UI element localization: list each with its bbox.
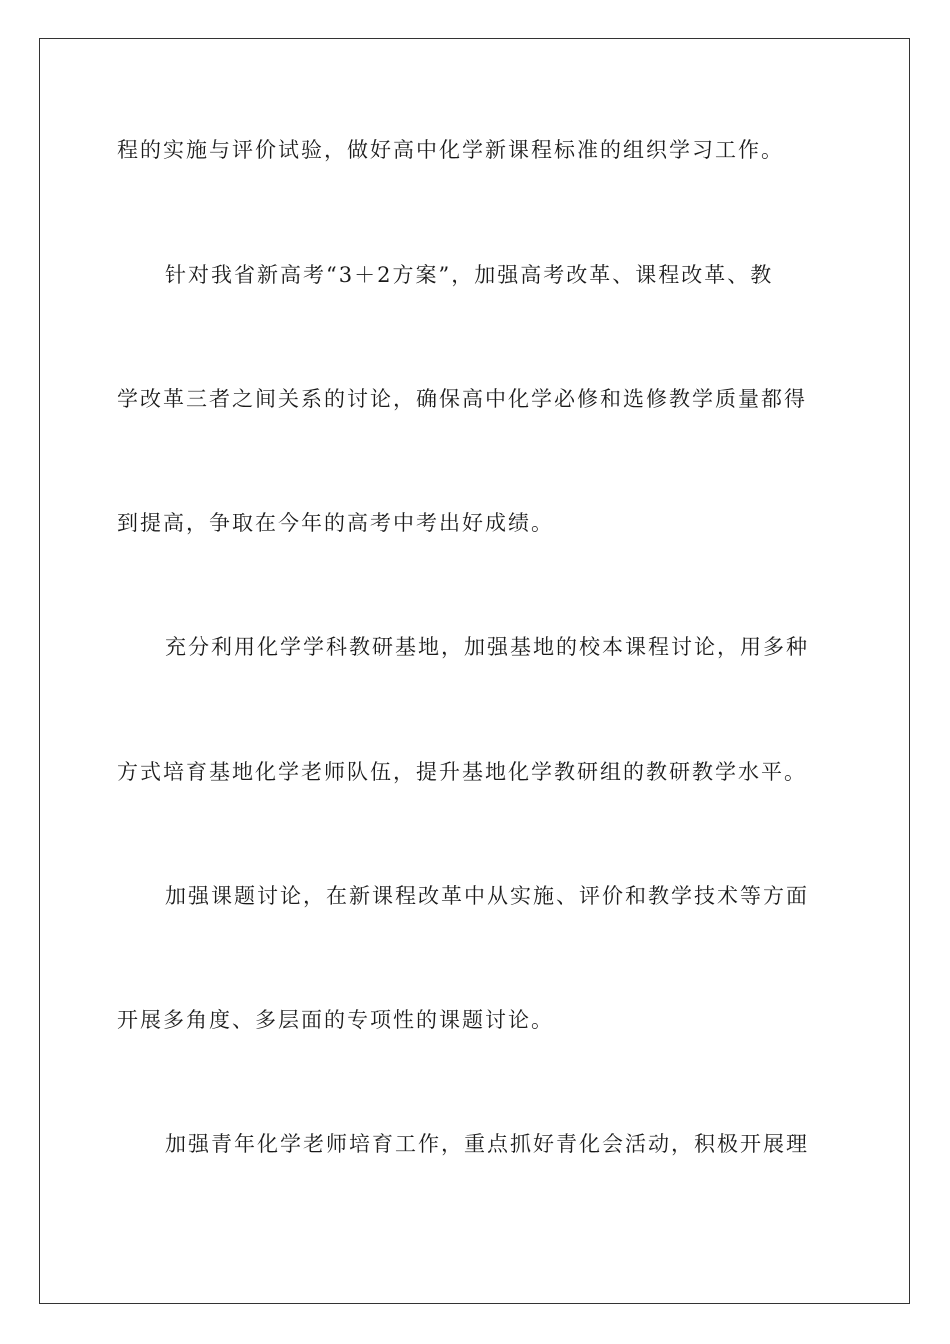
text-line-6: 方式培育基地化学老师队伍，提升基地化学教研组的教研教学水平。	[117, 760, 807, 784]
text-line-1: 程的实施与评价试验，做好高中化学新课程标准的组织学习工作。	[117, 138, 784, 162]
text-line-9: 加强青年化学老师培育工作，重点抓好青化会活动，积极开展理	[165, 1132, 809, 1156]
text-line-7: 加强课题讨论，在新课程改革中从实施、评价和教学技术等方面	[165, 884, 809, 908]
page-border	[39, 38, 910, 1304]
text-line-8: 开展多角度、多层面的专项性的课题讨论。	[117, 1008, 554, 1032]
text-line-2: 针对我省新高考“3＋2方案”，加强高考改革、课程改革、教	[165, 263, 774, 287]
text-line-5: 充分利用化学学科教研基地，加强基地的校本课程讨论，用多种	[165, 635, 809, 659]
text-line-3: 学改革三者之间关系的讨论，确保高中化学必修和选修教学质量都得	[117, 387, 807, 411]
text-line-4: 到提高，争取在今年的高考中考出好成绩。	[117, 511, 554, 535]
